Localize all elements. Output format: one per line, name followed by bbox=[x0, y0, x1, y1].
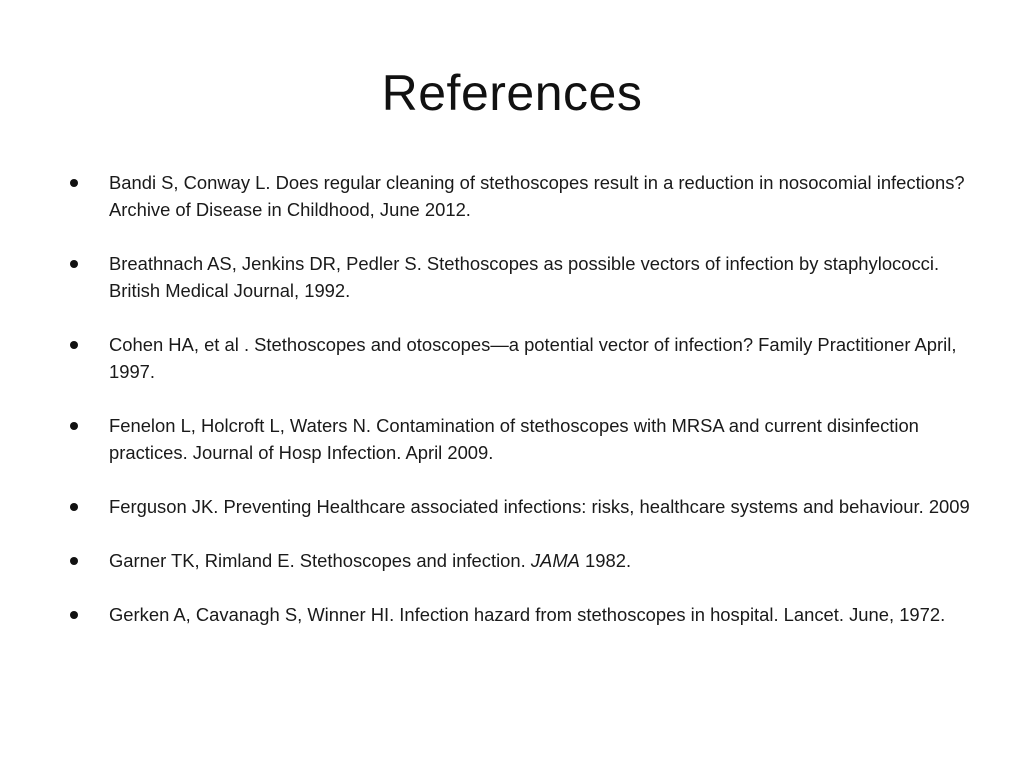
bullet-icon bbox=[70, 341, 78, 349]
reference-item bbox=[70, 547, 970, 574]
bullet-icon bbox=[70, 503, 78, 511]
reference-text: Ferguson JK. Preventing Healthcare associated infections: risks, healthcare systems and behaviour. 2009 bbox=[109, 496, 970, 517]
reference-item bbox=[70, 250, 970, 304]
reference-item bbox=[70, 331, 970, 385]
reference-item bbox=[70, 601, 970, 628]
slide-title: References bbox=[381, 65, 643, 121]
bullet-icon bbox=[70, 179, 78, 187]
reference-item bbox=[70, 169, 970, 223]
reference-text: Breathnach AS, Jenkins DR, Pedler S. Stethoscopes as possible vectors of infection by staphylococci. British Medical Journal, 1992. bbox=[109, 253, 940, 301]
reference-text: Cohen HA, et al . Stethoscopes and otoscopes—a potential vector of infection? Family Practitioner April, 1997. bbox=[109, 334, 957, 382]
journal-name-italic: JAMA bbox=[530, 550, 580, 571]
reference-text-before: Garner TK, Rimland E. Stethoscopes and infection. bbox=[109, 550, 531, 571]
bullet-icon bbox=[70, 260, 78, 268]
reference-item bbox=[70, 493, 970, 520]
reference-text: Gerken A, Cavanagh S, Winner HI. Infection hazard from stethoscopes in hospital. Lancet. June, 1972. bbox=[109, 604, 946, 625]
bullet-icon bbox=[70, 611, 78, 619]
reference-text-after: 1982. bbox=[579, 550, 632, 571]
reference-text: Bandi S, Conway L. Does regular cleaning of stethoscopes result in a reduction in nosocomial infections? Archive of Disease in Childhood, June 2012. bbox=[109, 172, 965, 220]
reference-text: Fenelon L, Holcroft L, Waters N. Contamination of stethoscopes with MRSA and current disinfection practices. Journal of Hosp Infection. April 2009. bbox=[109, 415, 919, 463]
references-list bbox=[70, 169, 970, 655]
reference-item bbox=[70, 412, 970, 466]
bullet-icon bbox=[70, 422, 78, 430]
bullet-icon bbox=[70, 557, 78, 565]
